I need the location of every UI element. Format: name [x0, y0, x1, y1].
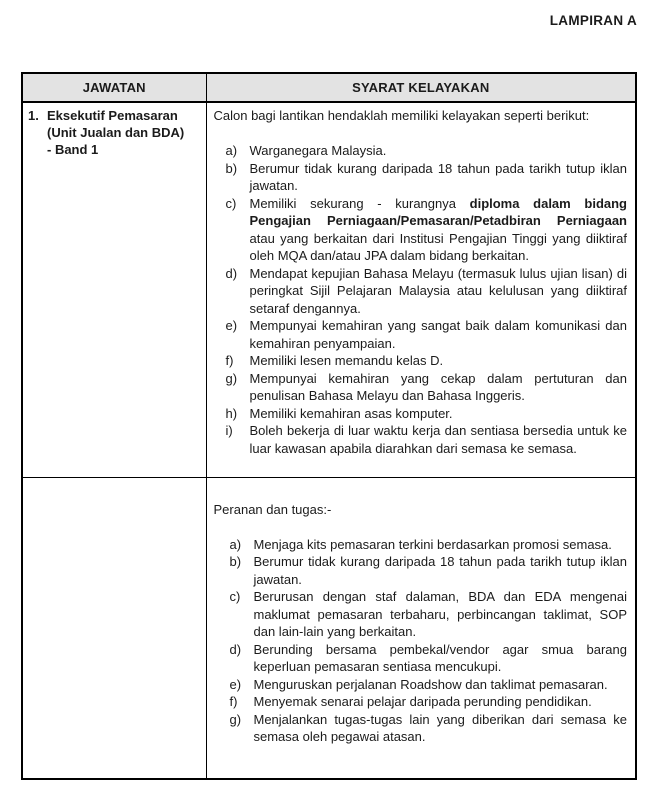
- position-number: 1.: [28, 108, 39, 123]
- job-requirements-table: [21, 72, 637, 780]
- list-item: g) Menjalankan tugas-tugas lain yang diberikan dari semasa ke semasa oleh pegawai atasan.: [229, 711, 627, 744]
- duties-cell: [206, 477, 636, 779]
- list-item: d) Mendapat kepujian Bahasa Melayu (termasuk lulus ujian lisan) di peringkat Sijil Pelajaran Malaysia atau kelulusan yang diiktiraf setaraf dengannya.: [225, 265, 627, 316]
- list-item: c) Memiliki sekurang - kurangnya diploma dalam bidang Pengajian Perniagaan/Pemasaran/Petadbiran Perniagaan atau yang berkaitan dari Institusi Pengajian Tinggi yang diiktiraf oleh MQA dan/atau JPA dalam bidang berkaitan.: [225, 195, 627, 263]
- item-text-bold: diploma dalam bidang Pengajian Perniagaan/Pemasaran/Petadbiran Perniagaan: [249, 195, 627, 228]
- list-item: f) Memiliki lesen memandu kelas D.: [225, 353, 444, 368]
- list-item: a) Warganegara Malaysia.: [225, 143, 387, 158]
- requirements-list: [226, 142, 628, 457]
- list-item: f) Menyemak senarai pelajar daripada perunding pendidikan.: [229, 694, 592, 709]
- requirements-intro: Calon bagi lantikan hendaklah memiliki kelayakan seperti berikut:: [213, 108, 590, 123]
- empty-position-cell: [22, 477, 206, 779]
- list-item: c) Berurusan dengan staf dalaman, BDA dan EDA mengenai maklumat pemasaran terbaharu, perbincangan taklimat, SOP dan lain-lain yang berkaitan.: [229, 589, 627, 639]
- position-title-line1: Eksekutif Pemasaran: [47, 108, 178, 123]
- table-row-duties: [22, 477, 636, 779]
- list-item: h) Memiliki kemahiran asas komputer.: [225, 405, 453, 421]
- item-text-normal: atau yang berkaitan dari Institusi Pengajian Tinggi yang diiktiraf oleh MQA dan/atau JPA dalam bidang berkaitan.: [249, 230, 627, 263]
- position-title: [47, 107, 184, 158]
- table-header-row: [22, 73, 636, 102]
- list-item: e) Menguruskan perjalanan Roadshow dan taklimat pemasaran.: [229, 676, 608, 692]
- position-title-line3: - Band 1: [47, 142, 99, 157]
- list-item: b) Berumur tidak kurang daripada 18 tahun pada tarikh tutup iklan jawatan.: [229, 554, 627, 587]
- annex-label: LAMPIRAN A: [549, 13, 637, 28]
- duties-intro: Peranan dan tugas:-: [213, 501, 332, 517]
- duties-list: [230, 536, 628, 746]
- column-header-syarat-kelayakan: SYARAT KELAYAKAN: [206, 73, 636, 102]
- list-item: a) Menjaga kits pemasaran terkini berdasarkan promosi semasa.: [229, 536, 612, 552]
- list-item: i) Boleh bekerja di luar waktu kerja dan sentiasa bersedia untuk ke luar kawasan apabila diarahkan dari semasa ke semasa.: [225, 423, 627, 456]
- list-item: b) Berumur tidak kurang daripada 18 tahun pada tarikh tutup iklan jawatan.: [225, 160, 627, 193]
- requirements-cell: [206, 102, 636, 477]
- column-header-jawatan: JAWATAN: [22, 73, 206, 102]
- list-item: g) Mempunyai kemahiran yang cekap dalam pertuturan dan penulisan Bahasa Melayu dan Bahasa Inggeris.: [225, 370, 627, 403]
- item-text-normal: Memiliki sekurang - kurangnya: [249, 195, 470, 211]
- list-item: e) Mempunyai kemahiran yang sangat baik dalam komunikasi dan kemahiran penyampaian.: [225, 318, 627, 351]
- list-item: d) Berunding bersama pembekal/vendor agar smua barang keperluan pemasaran sentiasa mencukupi.: [229, 641, 627, 674]
- position-title-line2: (Unit Jualan dan BDA): [47, 125, 185, 140]
- position-cell: [22, 102, 206, 477]
- table-row-requirements: [22, 102, 636, 477]
